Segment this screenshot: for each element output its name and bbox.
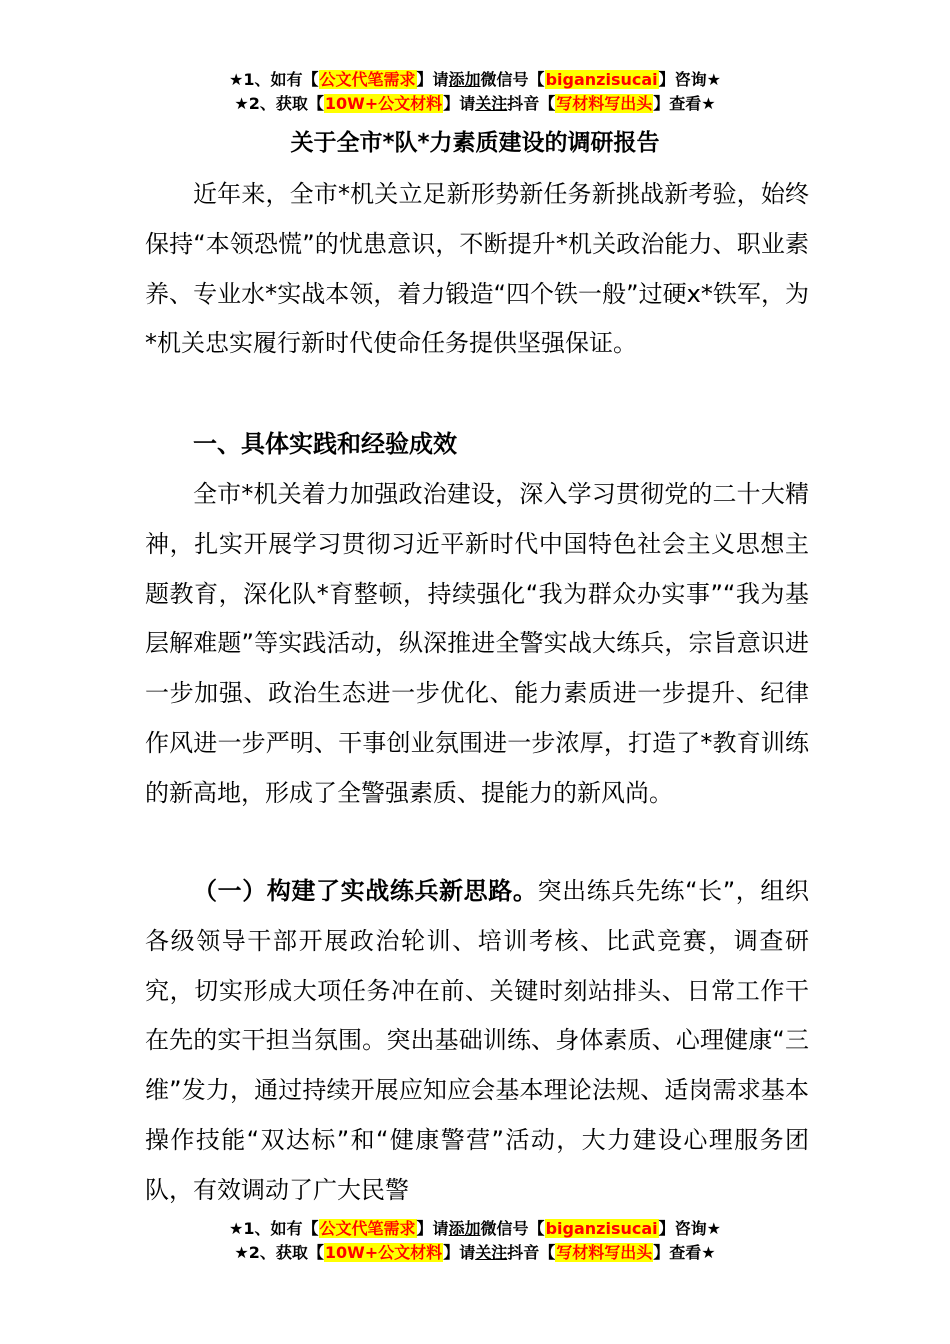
banner-line-2	[0, 92, 950, 116]
subsection-body: 突出练兵先练“长”，组织各级领导干部开展政治轮训、培训考核、比武竞赛，调查研究，切实形成大项任务冲在前、关键时刻站排头、日常工作干在先的实干担当氛围。突出基础训练、身体素质、心理健康“三维”发力，通过持续开展应知应会基本理论法规、适岗需求基本操作技能“双达标”和“健康警营”活动，大力建设心理服务团队，有效调动了广大民警	[145, 877, 810, 1204]
banner-highlight: 10W+公文材料	[324, 1243, 443, 1262]
header-banner	[0, 68, 950, 116]
banner-highlight-wechat: biganzisucai	[545, 70, 658, 89]
banner-text: 抖音【	[507, 94, 556, 113]
banner-text: 】咨询★	[658, 70, 721, 89]
banner-line-2	[0, 1241, 950, 1265]
banner-text: ★1、如有【	[229, 1219, 319, 1238]
banner-highlight-douyin: 写材料写出头	[556, 94, 653, 113]
banner-highlight: 公文代笔需求	[319, 70, 416, 89]
banner-text: 】查看★	[653, 94, 716, 113]
banner-text: ★1、如有【	[229, 70, 319, 89]
banner-text: 微信号【	[480, 1219, 545, 1238]
paragraph-section-1: 全市*机关着力加强政治建设，深入学习贯彻党的二十大精神，扎实开展学习贯彻习近平新时代中国特色社会主义思想主题教育，深化队*育整顿，持续强化“我为群众办实事”“我为基层解难题”等实践活动，纵深推进全警实战大练兵，宗旨意识进一步加强、政治生态进一步优化、能力素质进一步提升、纪律作风进一步严明、干事创业氛围进一步浓厚，打造了*教育训练的新高地，形成了全警强素质、提能力的新风尚。	[145, 480, 809, 807]
section-heading: 一、具体实践和经验成效	[193, 430, 457, 458]
banner-line-1	[0, 1217, 950, 1241]
banner-text: 】请	[443, 94, 476, 113]
paragraph-intro: 近年来，全市*机关立足新形势新任务新挑战新考验，始终保持“本领恐慌”的忧患意识，不断提升*机关政治能力、职业素养、专业水*实战本领，着力锻造“四个铁一般”过硬x*铁军，为*机关忠实履行新时代使命任务提供坚强保证。	[145, 180, 809, 358]
banner-underline: 添加	[448, 70, 481, 89]
banner-text: 】请	[416, 70, 449, 89]
banner-highlight-douyin: 写材料写出头	[556, 1243, 653, 1262]
banner-underline: 关注	[475, 94, 508, 113]
banner-text: 】咨询★	[658, 1219, 721, 1238]
banner-underline: 关注	[475, 1243, 508, 1262]
banner-text: 微信号【	[480, 70, 545, 89]
paragraph-subsection-1	[145, 867, 809, 1216]
banner-underline: 添加	[448, 1219, 481, 1238]
banner-text: ★2、获取【	[234, 1243, 324, 1262]
banner-text: 】请	[416, 1219, 449, 1238]
banner-highlight-wechat: biganzisucai	[545, 1219, 658, 1238]
banner-line-1	[0, 68, 950, 92]
document-title: 关于全市*队*力素质建设的调研报告	[290, 130, 660, 156]
banner-highlight: 10W+公文材料	[324, 94, 443, 113]
footer-banner	[0, 1217, 950, 1265]
banner-text: 】请	[443, 1243, 476, 1262]
subsection-heading: （一）构建了实战练兵新思路。	[193, 877, 538, 905]
banner-highlight: 公文代笔需求	[319, 1219, 416, 1238]
banner-text: 】查看★	[653, 1243, 716, 1262]
banner-text: 抖音【	[507, 1243, 556, 1262]
banner-text: ★2、获取【	[234, 94, 324, 113]
